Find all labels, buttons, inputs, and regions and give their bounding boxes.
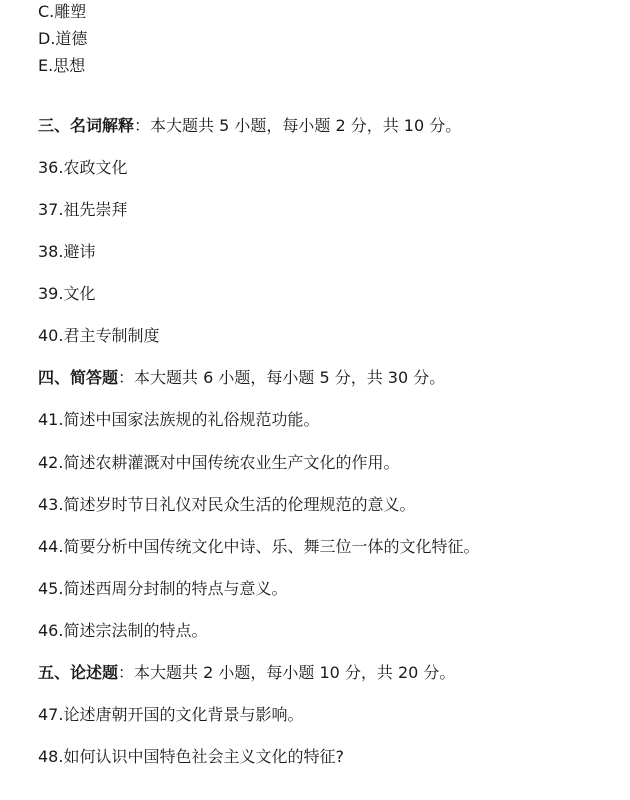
question-37: 37.祖先崇拜 [38, 200, 128, 219]
question-48: 48.如何认识中国特色社会主义文化的特征? [38, 747, 344, 766]
option-d: D.道德 [38, 29, 88, 48]
question-36: 36.农政文化 [38, 158, 128, 177]
section-3-desc: ：本大题共 5 小题，每小题 2 分，共 10 分。 [134, 116, 462, 135]
question-44: 44.简要分析中国传统文化中诗、乐、舞三位一体的文化特征。 [38, 537, 480, 556]
section-4-heading [38, 368, 445, 388]
section-5-desc: ：本大题共 2 小题，每小题 10 分，共 20 分。 [118, 663, 456, 682]
question-41: 41.简述中国家法族规的礼俗规范功能。 [38, 410, 320, 429]
question-39: 39.文化 [38, 284, 96, 303]
option-e: E.思想 [38, 56, 86, 75]
section-3-title: 三、名词解释 [38, 116, 135, 135]
section-5-title: 五、论述题 [38, 663, 119, 682]
section-5-heading [38, 663, 455, 683]
option-c: C.雕塑 [38, 2, 87, 21]
question-45: 45.简述西周分封制的特点与意义。 [38, 579, 288, 598]
question-46: 46.简述宗法制的特点。 [38, 621, 208, 640]
question-40: 40.君主专制制度 [38, 326, 160, 345]
section-3-heading [38, 116, 461, 136]
question-42: 42.简述农耕灌溉对中国传统农业生产文化的作用。 [38, 453, 400, 472]
section-4-title: 四、简答题 [38, 368, 119, 387]
section-4-desc: ：本大题共 6 小题，每小题 5 分，共 30 分。 [118, 368, 446, 387]
question-47: 47.论述唐朝开国的文化背景与影响。 [38, 705, 304, 724]
question-38: 38.避讳 [38, 242, 96, 261]
question-43: 43.简述岁时节日礼仪对民众生活的伦理规范的意义。 [38, 495, 416, 514]
